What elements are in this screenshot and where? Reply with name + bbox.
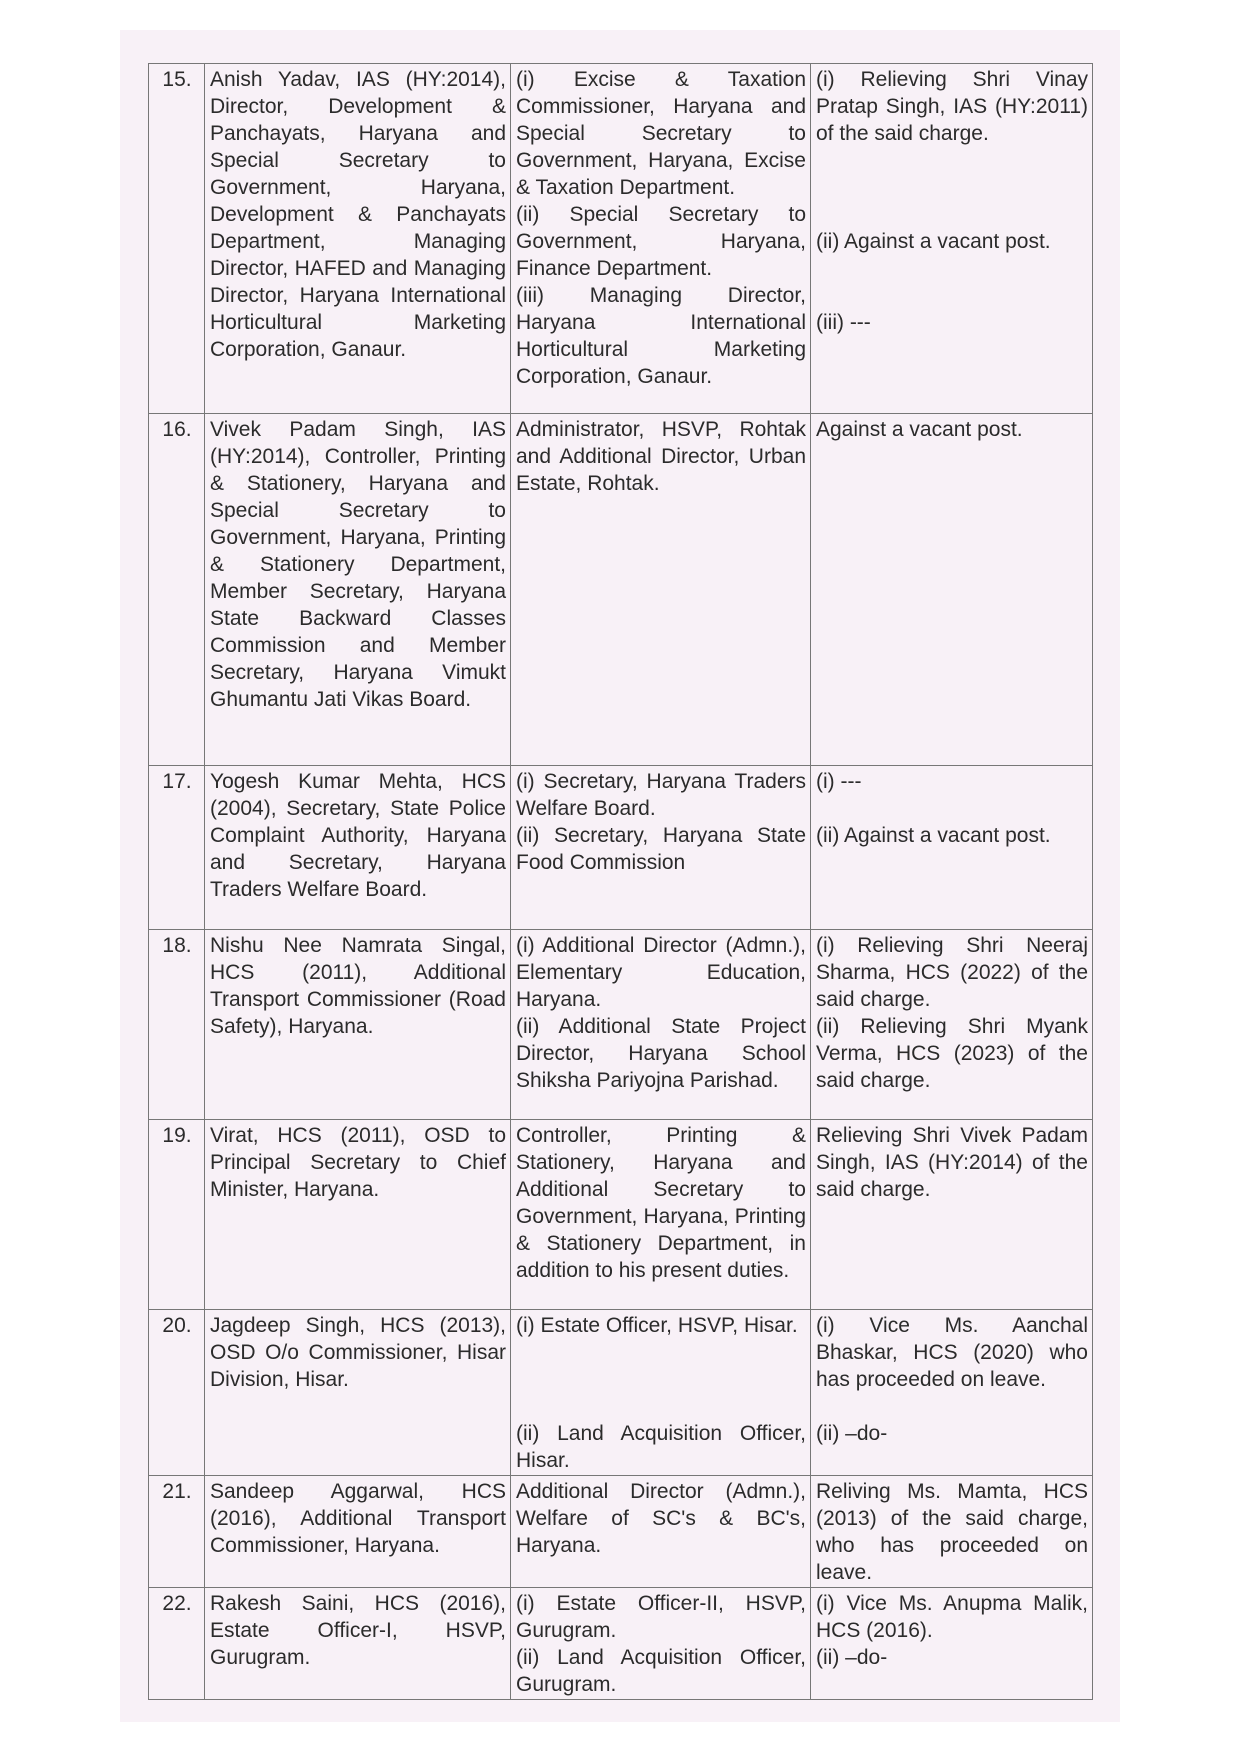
officer-details: Sandeep Aggarwal, HCS (2016), Additional Transport Commissioner, Haryana. <box>205 1476 511 1588</box>
table-row <box>149 766 1093 930</box>
remarks-item: (ii) –do- <box>816 1422 888 1445</box>
posting-item: (i) Estate Officer-II, HSVP, Gurugram. <box>516 1592 806 1642</box>
table-row <box>149 1310 1093 1476</box>
posting-item: (ii) Additional State Project Director, Haryana School Shiksha Pariyojna Parishad. <box>516 1015 806 1092</box>
officer-details: Yogesh Kumar Mehta, HCS (2004), Secretary, State Police Complaint Authority, Haryana and Secretary, Haryana Traders Welfare Board. <box>205 766 511 930</box>
posting-orders-table <box>148 63 1093 1700</box>
remarks-cell <box>811 64 1093 414</box>
posting-cell <box>511 414 811 766</box>
posting-item: (iii) Managing Director, Haryana International Horticultural Marketing Corporation, Ganaur. <box>516 284 806 388</box>
table-row <box>149 64 1093 414</box>
posting-item: (ii) Land Acquisition Officer, Gurugram. <box>516 1646 806 1696</box>
posting-cell <box>511 766 811 930</box>
officer-details: Vivek Padam Singh, IAS (HY:2014), Controller, Printing & Stationery, Haryana and Special Secretary to Government, Haryana, Printing & Stationery Department, Member Secretary, Haryana State Backward Classes Commission and Member Secretary, Haryana Vimukt Ghumantu Jati Vikas Board. <box>205 414 511 766</box>
remarks-item: (ii) Relieving Shri Myank Verma, HCS (2023) of the said charge. <box>816 1015 1088 1092</box>
posting-item: (ii) Special Secretary to Government, Haryana, Finance Department. <box>516 203 806 280</box>
remarks-item: (ii) Against a vacant post. <box>816 230 1051 253</box>
table-row <box>149 1120 1093 1310</box>
remarks-cell <box>811 1588 1093 1700</box>
remarks-cell <box>811 766 1093 930</box>
posting-cell <box>511 64 811 414</box>
remarks-item: (ii) Against a vacant post. <box>816 824 1051 847</box>
officer-details: Anish Yadav, IAS (HY:2014), Director, Development & Panchayats, Haryana and Special Secretary to Government, Haryana, Development & Panchayats Department, Managing Director, HAFED and Managing Director, Haryana International Horticultural Marketing Corporation, Ganaur. <box>205 64 511 414</box>
serial-number: 16. <box>149 414 205 766</box>
remarks-item: (i) Relieving Shri Neeraj Sharma, HCS (2022) of the said charge. <box>816 934 1088 1011</box>
remarks-item: Reliving Ms. Mamta, HCS (2013) of the said charge, who has proceeded on leave. <box>816 1480 1088 1584</box>
officer-details: Rakesh Saini, HCS (2016), Estate Officer-I, HSVP, Gurugram. <box>205 1588 511 1700</box>
posting-cell <box>511 1120 811 1310</box>
remarks-item: (i) Relieving Shri Vinay Pratap Singh, IAS (HY:2011) of the said charge. <box>816 68 1088 145</box>
remarks-cell <box>811 1120 1093 1310</box>
remarks-cell <box>811 1310 1093 1476</box>
remarks-item: Relieving Shri Vivek Padam Singh, IAS (HY:2014) of the said charge. <box>816 1124 1088 1201</box>
posting-item: (i) Secretary, Haryana Traders Welfare Board. <box>516 770 806 820</box>
remarks-cell <box>811 930 1093 1120</box>
posting-cell <box>511 1588 811 1700</box>
table-row <box>149 1476 1093 1588</box>
posting-item: (i) Additional Director (Admn.), Elementary Education, Haryana. <box>516 934 806 1011</box>
remarks-cell <box>811 414 1093 766</box>
posting-cell <box>511 1476 811 1588</box>
serial-number: 19. <box>149 1120 205 1310</box>
remarks-item: (i) Vice Ms. Aanchal Bhaskar, HCS (2020) who has proceeded on leave. <box>816 1314 1088 1391</box>
officer-details: Virat, HCS (2011), OSD to Principal Secretary to Chief Minister, Haryana. <box>205 1120 511 1310</box>
officer-details: Nishu Nee Namrata Singal, HCS (2011), Additional Transport Commissioner (Road Safety), Haryana. <box>205 930 511 1120</box>
serial-number: 20. <box>149 1310 205 1476</box>
posting-cell <box>511 1310 811 1476</box>
remarks-item: Against a vacant post. <box>816 418 1023 441</box>
remarks-item: (iii) --- <box>816 311 871 334</box>
serial-number: 22. <box>149 1588 205 1700</box>
remarks-item: (i) --- <box>816 770 862 793</box>
remarks-cell <box>811 1476 1093 1588</box>
posting-item: (i) Excise & Taxation Commissioner, Haryana and Special Secretary to Government, Haryana, Excise & Taxation Department. <box>516 68 806 199</box>
table-row <box>149 414 1093 766</box>
posting-item: Additional Director (Admn.), Welfare of SC's & BC's, Haryana. <box>516 1480 806 1557</box>
serial-number: 17. <box>149 766 205 930</box>
serial-number: 18. <box>149 930 205 1120</box>
table-row <box>149 1588 1093 1700</box>
serial-number: 15. <box>149 64 205 414</box>
officer-details: Jagdeep Singh, HCS (2013), OSD O/o Commissioner, Hisar Division, Hisar. <box>205 1310 511 1476</box>
serial-number: 21. <box>149 1476 205 1588</box>
table-row <box>149 930 1093 1120</box>
document-page <box>120 30 1120 1722</box>
posting-item: (ii) Land Acquisition Officer, Hisar. <box>516 1422 806 1472</box>
posting-item: (i) Estate Officer, HSVP, Hisar. <box>516 1314 798 1337</box>
posting-item: Controller, Printing & Stationery, Haryana and Additional Secretary to Government, Haryana, Printing & Stationery Department, in addition to his present duties. <box>516 1124 806 1282</box>
posting-cell <box>511 930 811 1120</box>
remarks-item: (i) Vice Ms. Anupma Malik, HCS (2016). <box>816 1592 1088 1642</box>
posting-item: (ii) Secretary, Haryana State Food Commission <box>516 824 806 874</box>
remarks-item: (ii) –do- <box>816 1646 888 1669</box>
posting-item: Administrator, HSVP, Rohtak and Additional Director, Urban Estate, Rohtak. <box>516 418 806 495</box>
